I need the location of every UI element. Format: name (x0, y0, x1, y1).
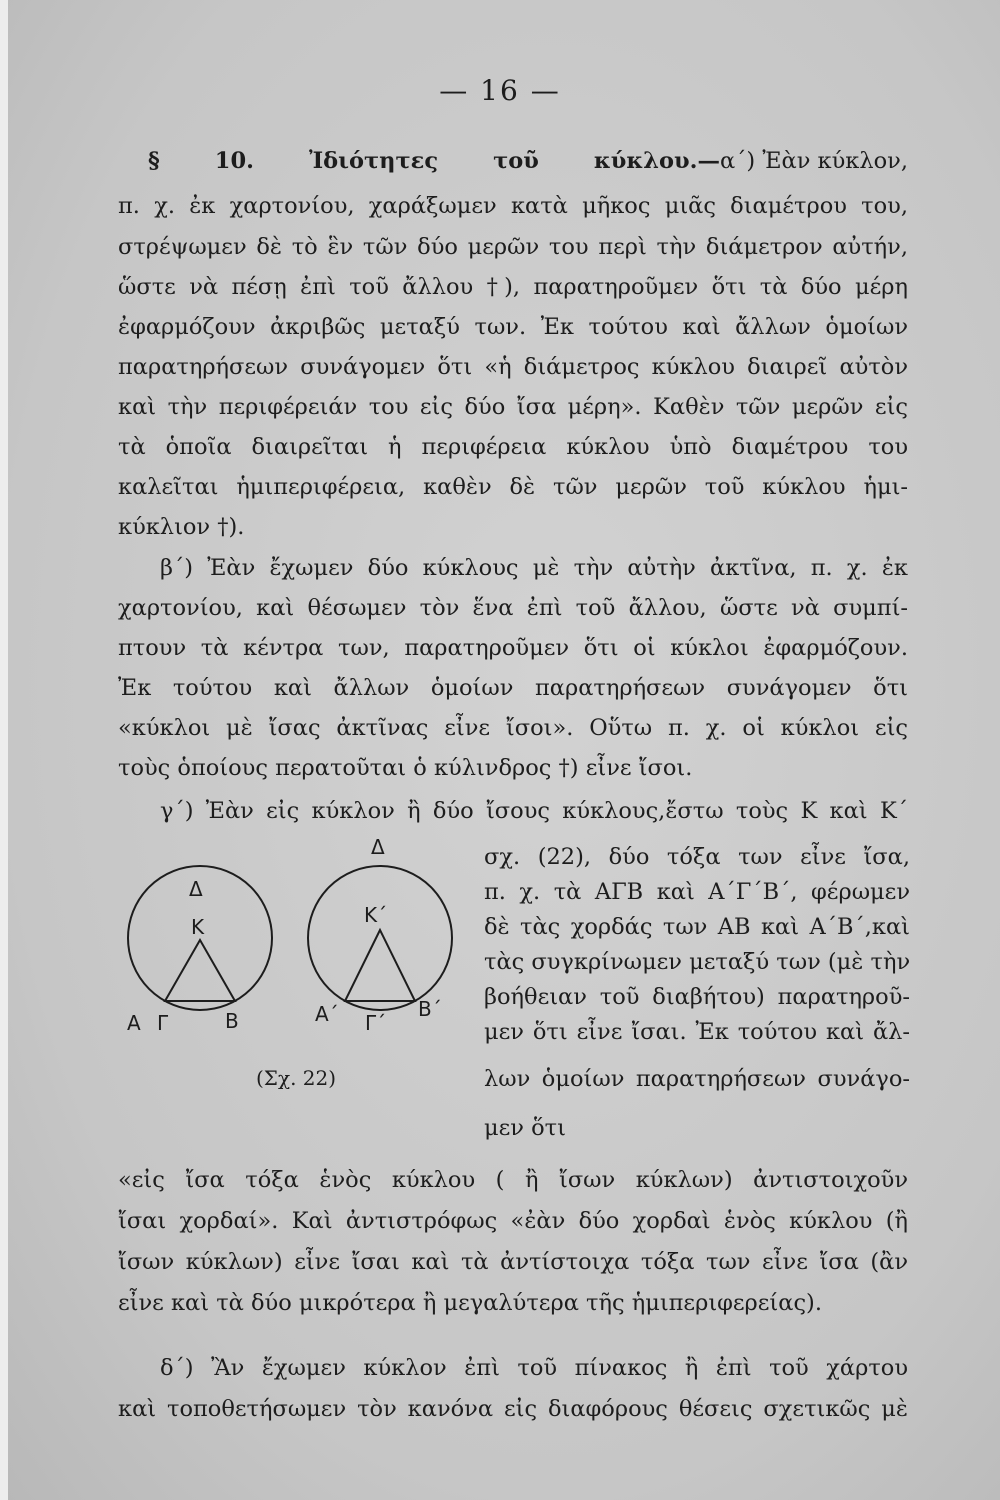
label-delta-right: Δ (371, 838, 385, 859)
text-line: καὶ τοποθετήσωμεν τὸν κανόνα εἰς διαφόρους θέσεις σχετικῶς μὲ (118, 1396, 908, 1422)
triangle-right (345, 930, 415, 1001)
text-line: τὰς συγκρίνωμεν μεταξύ των (μὲ τὴν (484, 949, 911, 975)
text-line: «κύκλοι μὲ ἴσας ἀκτῖνας εἶνε ἴσοι». Οὕτω π. χ. οἱ κύκλοι εἰς (118, 715, 908, 741)
label-b-right: Β΄ (418, 997, 442, 1021)
text-line: στρέψωμεν δὲ τὸ ἓν τῶν δύο μερῶν του περὶ τὴν διάμετρον αὐτήν, (118, 234, 908, 260)
label-g-right: Γ΄ (365, 1011, 387, 1035)
label-k-left: Κ (191, 915, 205, 939)
text-line: δὲ τὰς χορδάς των ΑΒ καὶ Α΄Β΄,καὶ (484, 914, 910, 940)
text-line: πτουν τὰ κέντρα των, παρατηροῦμεν ὅτι οἱ κύκλοι ἐφαρμόζουν. (118, 635, 908, 661)
text-line: κύκλιον †). (118, 514, 245, 540)
text-line: β΄) Ἐὰν ἔχωμεν δύο κύκλους μὲ τὴν αὐτὴν ἀκτῖνα, π. χ. ἐκ (160, 555, 908, 581)
text-line: ὥστε νὰ πέσῃ ἐπὶ τοῦ ἄλλου †), παρατηροῦμεν ὅτι τὰ δύο μέρη (118, 274, 908, 300)
label-k-right: Κ΄ (364, 903, 388, 927)
page-number: — 16 — (439, 74, 561, 107)
text-line: τοὺς ὁποίους περατοῦται ὁ κύλινδρος †) εἶνε ἴσοι. (118, 755, 693, 781)
text-line: ἴσαι χορδαί». Καὶ ἀντιστρόφως «ἐὰν δύο χορδαὶ ἑνὸς κύκλου (ἢ (118, 1208, 908, 1234)
text-line: παρατηρήσεων συνάγομεν ὅτι «ἡ διάμετρος κύκλου διαιρεῖ αὐτὸν (118, 354, 908, 380)
circle-k-prime (308, 866, 452, 1010)
label-delta-left: Δ (189, 877, 203, 901)
text-line: ἴσων κύκλων) εἶνε ἴσαι καὶ τὰ ἀντίστοιχα τόξα των εἶνε ἴσα (ἂν (118, 1249, 908, 1275)
text-line: καὶ τὴν περιφέρειάν του εἰς δύο ἴσα μέρη». Καθὲν τῶν μερῶν εἰς (118, 394, 908, 420)
text-line: π. χ. τὰ ΑΓΒ καὶ Α΄Γ΄Β΄, φέρωμεν (484, 879, 910, 905)
text-line: μεν ὅτι εἶνε ἴσαι. Ἐκ τούτου καὶ ἄλ- (484, 1019, 910, 1045)
text-line: τὰ ὁποῖα διαιρεῖται ἡ περιφέρεια κύκλου ὑπὸ διαμέτρου του (118, 434, 908, 460)
text-line: βοήθειαν τοῦ διαβήτου) παρατηροῦ- (484, 984, 910, 1010)
text-line: π. χ. ἐκ χαρτονίου, χαράξωμεν κατὰ μῆκος μιᾶς διαμέτρου του, (118, 193, 908, 219)
label-a-left: Α (127, 1011, 141, 1035)
text-line: χαρτονίου, καὶ θέσωμεν τὸν ἕνα ἐπὶ τοῦ ἄλλου, ὥστε νὰ συμπί- (118, 595, 908, 621)
text-line: δ΄) Ἂν ἔχωμεν κύκλον ἐπὶ τοῦ πίνακος ἢ ἐπὶ τοῦ χάρτου (160, 1355, 908, 1381)
text-line: καλεῖται ἡμιπεριφέρεια, καθὲν δὲ τῶν μερῶν τοῦ κύκλου ἡμι- (118, 474, 908, 500)
text-line: γ΄) Ἐὰν εἰς κύκλον ἢ δύο ἴσους κύκλους,ἔστω τοὺς Κ καὶ Κ΄ (160, 798, 908, 824)
figure-22 (125, 838, 465, 1038)
text-line: Ἐκ τούτου καὶ ἄλλων ὁμοίων παρατηρήσεων συνάγομεν ὅτι (118, 675, 908, 701)
label-b-left: Β (225, 1009, 239, 1033)
text-line: «εἰς ἴσα τόξα ἑνὸς κύκλου ( ἢ ἴσων κύκλων) ἀντιστοιχοῦν (118, 1167, 908, 1193)
page-edge (0, 0, 8, 1500)
text-line: μεν ὅτι (484, 1115, 566, 1141)
text-line: λων ὁμοίων παρατηρήσεων συνάγο- (484, 1066, 910, 1092)
text-line: ἐφαρμόζουν ἀκριβῶς μεταξύ των. Ἐκ τούτου καὶ ἄλλων ὁμοίων (118, 314, 908, 340)
label-g-left: Γ (157, 1011, 169, 1035)
para-a-start: α΄) Ἐὰν κύκλον, (719, 148, 908, 174)
label-a-right: Α΄ (315, 1002, 339, 1026)
section-heading: § 10. Ἰδιότητες τοῦ κύκλου.— (148, 148, 720, 174)
text-line: εἶνε καὶ τὰ δύο μικρότερα ἢ μεγαλύτερα τῆς ἡμιπεριφερείας). (118, 1290, 822, 1316)
section-heading-line (148, 146, 908, 176)
triangle-left (165, 940, 235, 1001)
figure-caption: (Σχ. 22) (256, 1066, 337, 1090)
text-line: σχ. (22), δύο τόξα των εἶνε ἴσα, (484, 844, 910, 870)
